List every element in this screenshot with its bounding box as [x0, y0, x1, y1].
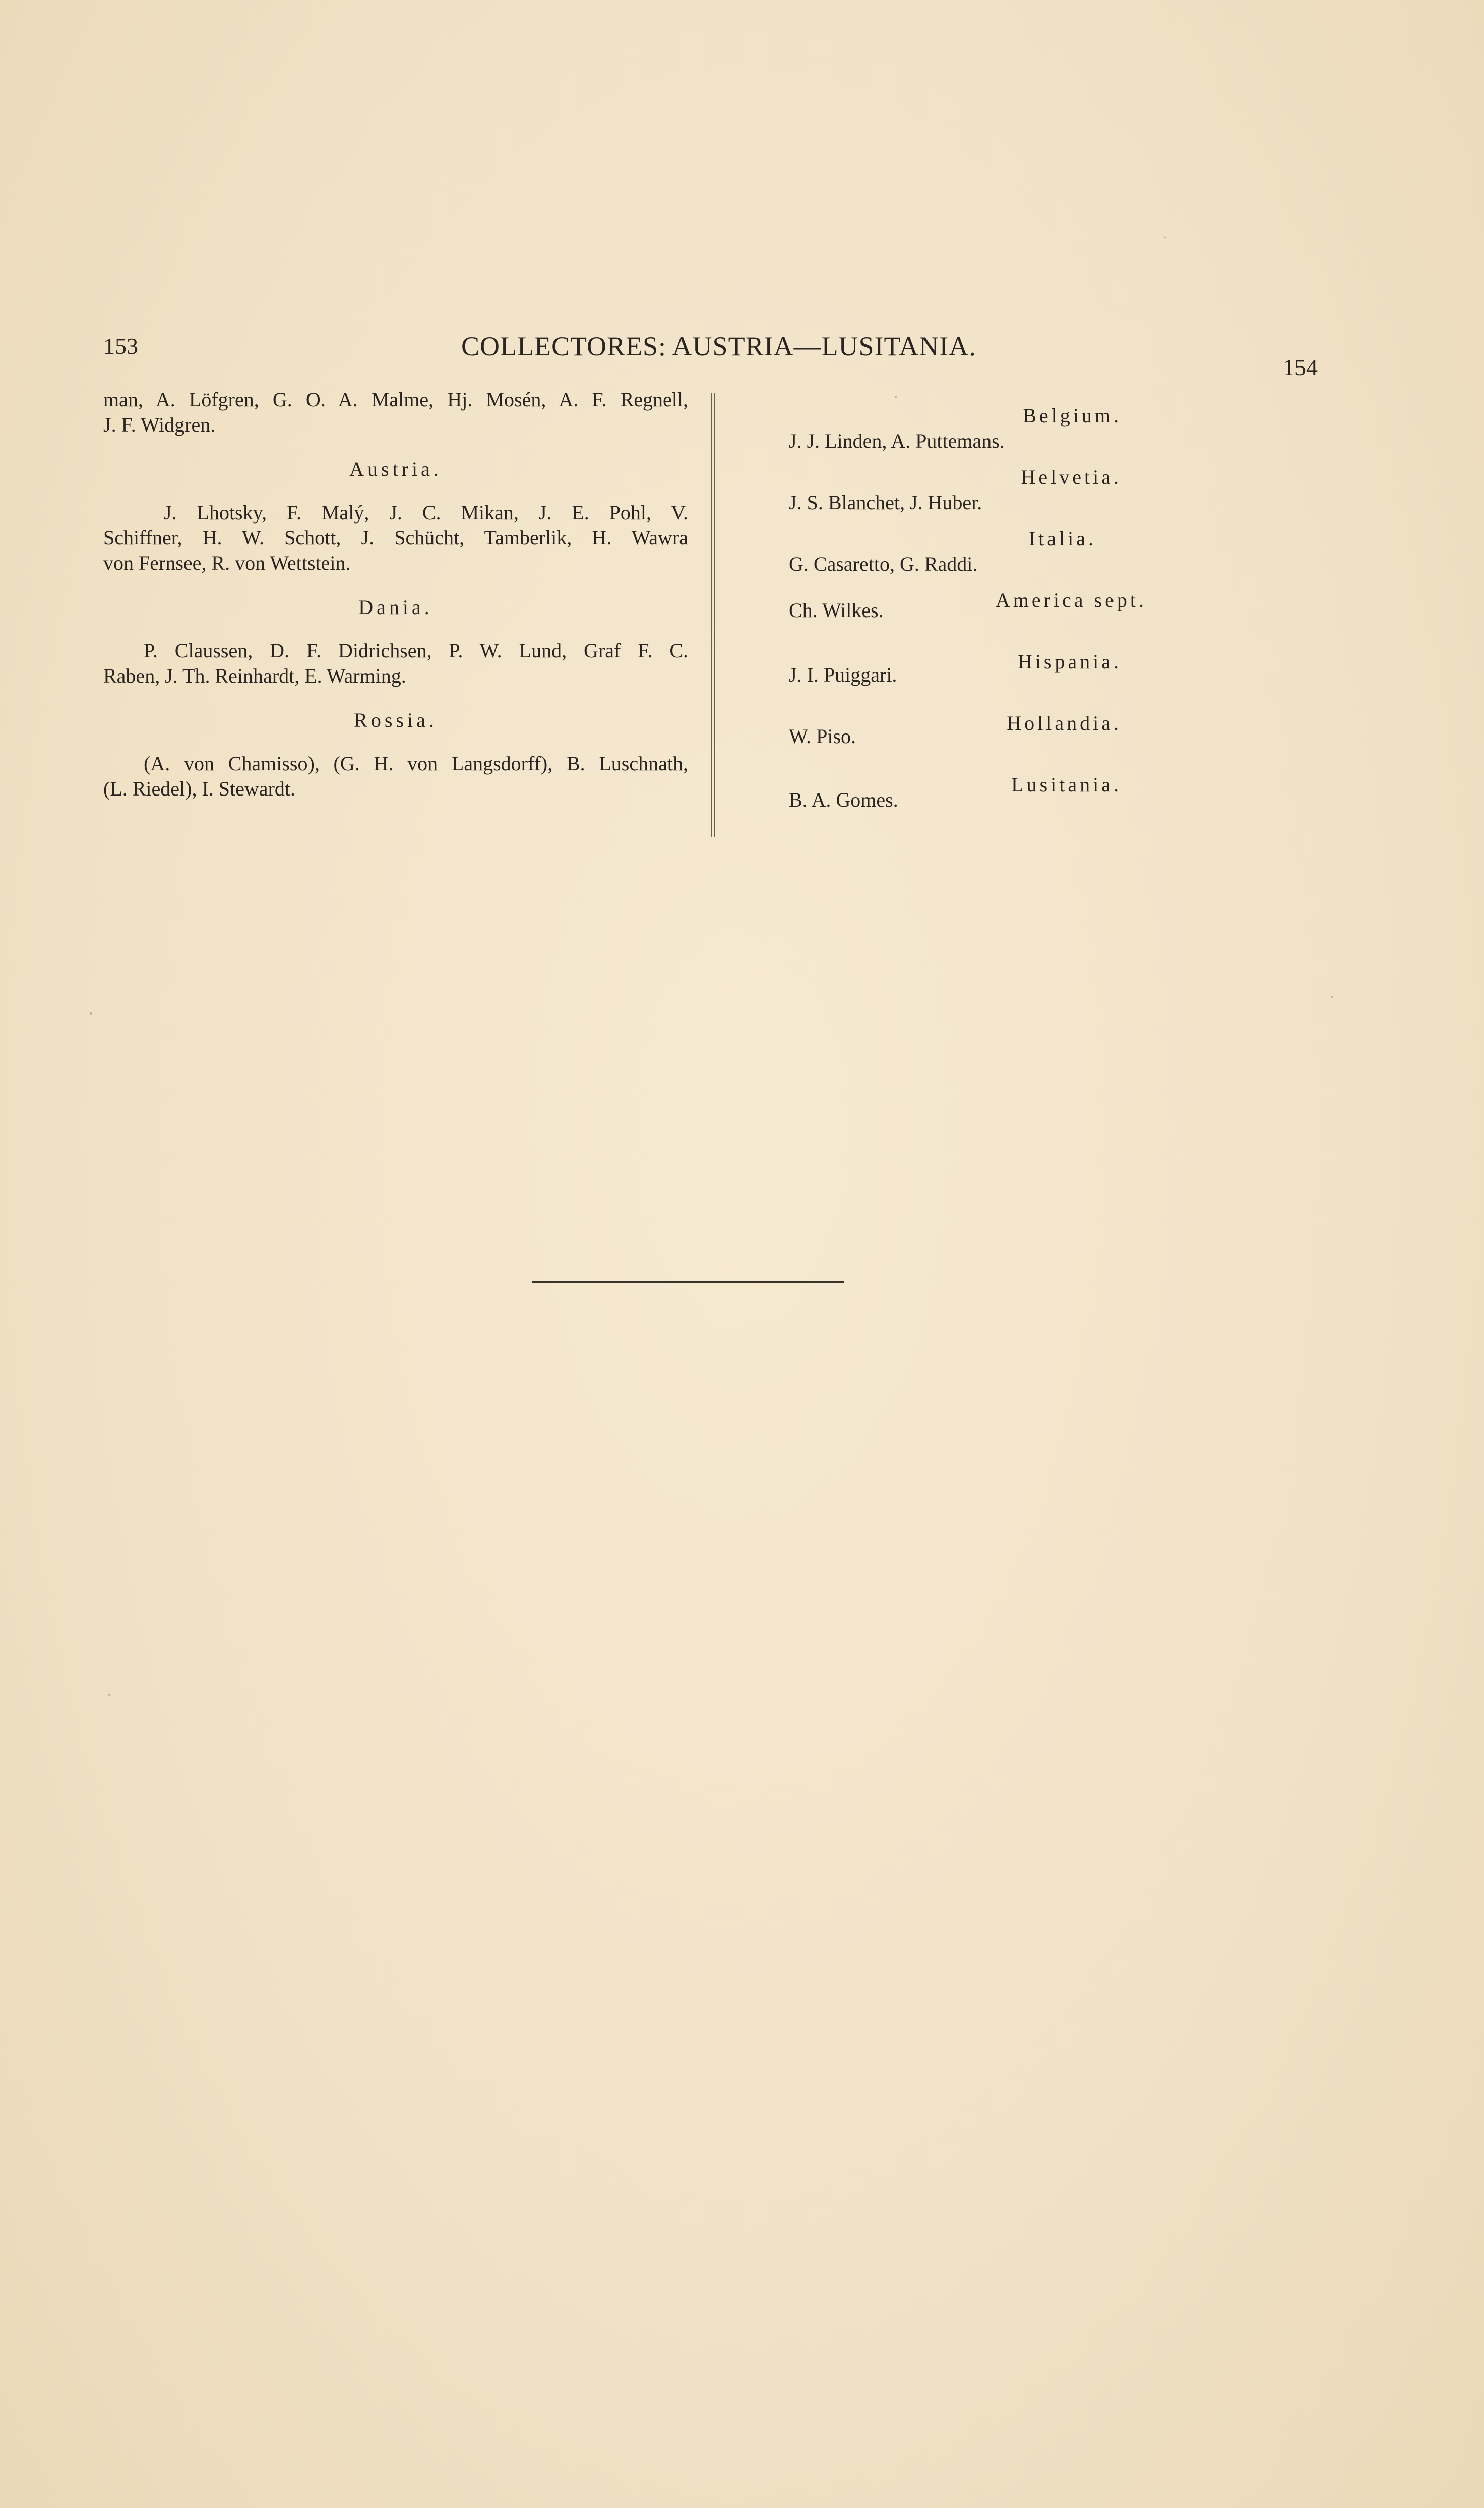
section-lusitania: [789, 772, 1122, 834]
section-rossia: [103, 708, 688, 802]
section-dania: [103, 595, 688, 689]
section-heading: Austria.: [349, 458, 442, 480]
section-names: J. J. Linden, A. Puttemans.: [789, 430, 1005, 452]
section-america-sept: [789, 588, 1147, 649]
section-heading: Lusitania.: [1011, 773, 1122, 796]
section-line: P. Claussen, D. F. Didrichsen, P. W. Lund, Graf F. C.: [144, 639, 688, 662]
left-column: [103, 387, 688, 802]
section-heading: Italia.: [1028, 527, 1096, 550]
section-names: J. I. Puiggari.: [789, 663, 897, 686]
paper-speck: [895, 396, 897, 398]
section-austria: [103, 457, 688, 576]
intro-line: man, A. Löfgren, G. O. A. Malme, Hj. Mosén, A. F. Regnell,: [103, 388, 688, 411]
paper-speck: [1164, 237, 1166, 238]
section-names: J. S. Blanchet, J. Huber.: [789, 491, 982, 514]
column-divider: [711, 393, 715, 837]
section-heading: America sept.: [995, 589, 1147, 611]
section-names: Ch. Wilkes.: [789, 599, 884, 622]
section-hollandia: [789, 711, 1122, 772]
section-italia: [789, 526, 1122, 588]
paper-speck: [90, 1012, 92, 1015]
page-number-right: 154: [1283, 354, 1318, 380]
end-rule: [532, 1281, 844, 1283]
section-heading: Dania.: [358, 596, 433, 619]
section-line: (A. von Chamisso), (G. H. von Langsdorff), B. Luschnath,: [144, 752, 688, 775]
section-helvetia: [789, 465, 1122, 526]
section-names: B. A. Gomes.: [789, 788, 898, 811]
running-head: COLLECTORES: AUSTRIA—LUSITANIA.: [461, 331, 976, 361]
section-heading: Belgium.: [1023, 404, 1122, 427]
section-hispania: [789, 649, 1122, 711]
section-line: von Fernsee, R. von Wettstein.: [103, 552, 351, 574]
section-line: J. Lhotsky, F. Malý, J. C. Mikan, J. E. Pohl, V.: [164, 501, 688, 524]
section-names: W. Piso.: [789, 725, 856, 748]
section-names: G. Casaretto, G. Raddi.: [789, 553, 978, 575]
section-belgium: [789, 403, 1122, 465]
section-heading: Hispania.: [1017, 650, 1122, 673]
section-heading: Helvetia.: [1021, 466, 1122, 488]
paper-speck: [108, 1694, 110, 1696]
right-column: [789, 403, 1147, 834]
section-line: Raben, J. Th. Reinhardt, E. Warming.: [103, 664, 406, 687]
intro-line: J. F. Widgren.: [103, 413, 216, 436]
paper-speck: [1331, 996, 1333, 998]
section-line: Schiffner, H. W. Schott, J. Schücht, Tamberlik, H. Wawra: [103, 526, 688, 549]
page-number-left: 153: [103, 333, 138, 359]
section-heading: Rossia.: [354, 709, 438, 731]
section-heading: Hollandia.: [1007, 712, 1122, 735]
section-line: (L. Riedel), I. Stewardt.: [103, 777, 295, 800]
